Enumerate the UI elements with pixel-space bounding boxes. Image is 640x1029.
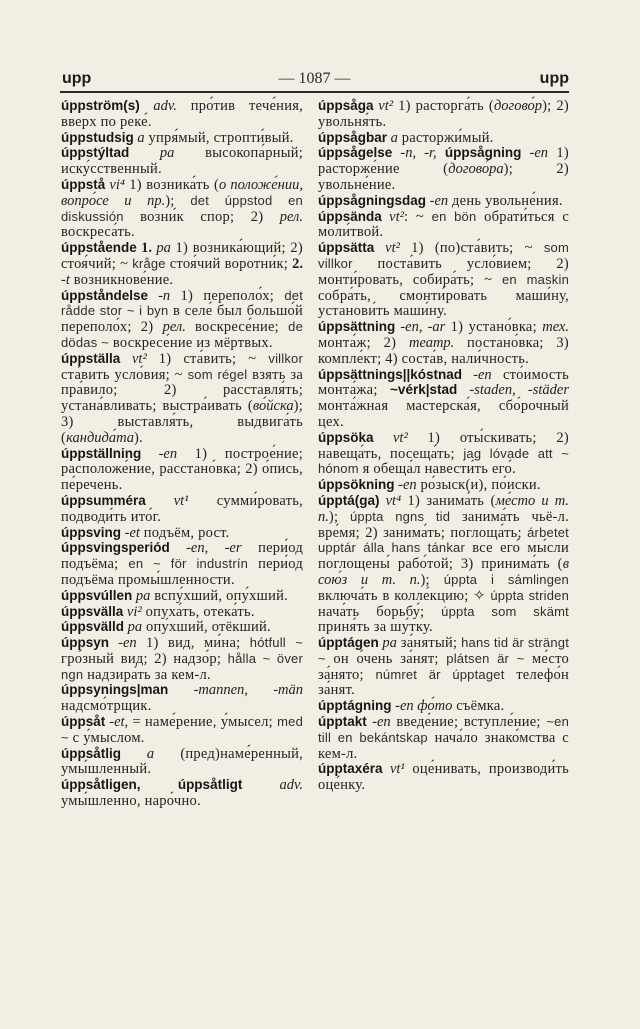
grammar-label: -en фо́то xyxy=(391,698,453,715)
grammar-label: кандида́та xyxy=(66,429,135,446)
translation: гро́зный вид; 2) надзо́р; xyxy=(61,650,228,667)
translation: ме́сто за́нято; xyxy=(318,650,569,683)
right-column xyxy=(318,99,569,794)
headword: úppsvúllen xyxy=(61,587,133,603)
dictionary-entry xyxy=(318,715,569,762)
translation: за́нятый; xyxy=(396,635,462,652)
headword: úppsättning xyxy=(318,319,396,335)
translation: (пред)наме́ренный, умы́шленный. xyxy=(61,745,303,778)
dictionary-entry xyxy=(318,478,569,494)
translation: ). xyxy=(134,429,143,446)
grammar-label: a xyxy=(121,745,155,762)
grammar-label: о положе́нии, вопро́се и пр. xyxy=(61,176,303,209)
grammar-label: -t xyxy=(61,271,70,288)
headword: úppsvingsperiód xyxy=(61,540,170,556)
dictionary-entry xyxy=(61,683,303,715)
translation: монта́ж; 2) xyxy=(318,334,409,351)
swedish-phrase: úppta som skämt xyxy=(441,603,569,619)
grammar-label: a xyxy=(387,129,398,146)
grammar-label: vt² xyxy=(373,429,408,446)
swedish-phrase: úppta i sámlingen xyxy=(443,571,569,587)
grammar-label: догово́р xyxy=(493,98,543,114)
headword: úppsätta xyxy=(318,240,375,256)
translation: = наме́рение, у́мысел; xyxy=(128,714,278,731)
translation: он о́чень за́нят; xyxy=(325,650,447,667)
dictionary-entry xyxy=(61,447,303,494)
translation: надсмо́трщик. xyxy=(61,698,152,715)
grammar-label: -et, xyxy=(105,714,129,731)
grammar-label: -en, -er xyxy=(169,540,242,557)
translation: с у́мыслом. xyxy=(68,729,145,746)
headword: úppsåtlig xyxy=(61,745,121,761)
swedish-phrase: villkor xyxy=(268,350,303,366)
headword: úpptágen xyxy=(318,635,379,651)
dictionary-entry xyxy=(61,146,303,178)
headword: úppställa xyxy=(61,350,121,366)
dictionary-entry xyxy=(61,620,303,636)
translation: оце́нивать, производи́ть оце́нку. xyxy=(318,761,570,794)
dictionary-entry xyxy=(61,526,303,542)
grammar-label: vt² xyxy=(120,350,147,367)
translation: ро́зыск(и), по́иски. xyxy=(416,477,541,494)
translation: приня́ть за шу́тку. xyxy=(318,619,433,636)
grammar-label: рел. xyxy=(279,208,303,225)
translation: опуха́ть, отека́ть. xyxy=(141,603,255,620)
translation: вспу́хший, опу́хший. xyxy=(150,587,288,604)
dictionary-entry xyxy=(61,352,303,447)
swedish-phrase: de dödas ~ xyxy=(61,319,304,350)
headword: úppsynings|man xyxy=(61,682,169,698)
translation: 1) вид, ми́на; xyxy=(136,635,250,652)
translation: взять за пра́вило; 2) расставля́ть; устана́вливать; выстра́ивать ( xyxy=(61,366,304,415)
swedish-phrase: hótfull ~ xyxy=(249,635,303,651)
swedish-phrase: hans tid är strängt ~ xyxy=(318,635,570,666)
translation: введе́ние; вступле́ние; xyxy=(390,714,547,731)
grammar-label: vi⁴ xyxy=(105,176,125,193)
translation: воскресе́ние; xyxy=(185,319,289,336)
headword: úpptágning xyxy=(318,698,392,714)
grammar-label: adv. xyxy=(139,98,177,114)
swedish-phrase: plátsen är ~ xyxy=(446,650,525,666)
translation: постано́вка; 3) компле́кт; 4) соста́в, нали́чность. xyxy=(318,334,569,367)
dictionary-entry xyxy=(61,605,303,621)
grammar-label: vt⁴ xyxy=(379,492,402,509)
dictionary-entry xyxy=(318,762,569,794)
translation: 1) устано́вка; xyxy=(445,319,543,336)
translation: стоя́чий воротни́к; xyxy=(165,255,293,272)
swedish-phrase: jag lóvade att ~ hónom xyxy=(318,445,569,477)
guide-word-left: upp xyxy=(62,70,92,87)
translation: воскресе́ние из мёртвых. xyxy=(109,334,273,351)
swedish-phrase: en ~ för industrín xyxy=(128,556,249,572)
grammar-label: vt¹ xyxy=(145,492,189,509)
translation: высокопа́рный; иску́сственный. xyxy=(61,145,303,178)
translation: 1) расторга́ть ( xyxy=(393,98,494,114)
translation: включа́ть в колле́кцию; ✧ xyxy=(318,587,491,604)
translation: 1) оты́скивать; 2) навеща́ть, посеща́ть; xyxy=(318,429,569,462)
translation: занима́ть чьё-л. вре́мя; 2) занима́ть; поглоща́ть; xyxy=(318,508,569,541)
translation: умы́шленно, наро́чно. xyxy=(61,793,201,810)
grammar-label: a xyxy=(133,129,145,146)
swedish-phrase: úppta striden xyxy=(490,587,570,603)
translation: съёмка. xyxy=(452,698,505,715)
headword: úppstående xyxy=(61,240,137,256)
dictionary-entry xyxy=(318,636,569,699)
swedish-phrase: árbetet upptár álla hans tánkar xyxy=(318,524,569,556)
translation: 1) возника́ющий; 2) стоя́чий; ~ xyxy=(61,240,304,272)
headword: úppsvälla xyxy=(61,603,124,619)
dictionary-entry xyxy=(61,778,303,810)
headword: úppstå xyxy=(61,176,106,192)
grammar-label: -en xyxy=(462,366,492,383)
dictionary-entry xyxy=(318,368,569,431)
grammar-label: vi² xyxy=(123,603,142,620)
dictionary-entry xyxy=(318,210,569,242)
dictionary-entry xyxy=(318,241,569,320)
dictionary-entry xyxy=(318,320,569,367)
grammar-label: -et xyxy=(121,524,140,541)
guide-word-right: upp xyxy=(539,70,569,87)
dictionary-entry xyxy=(61,241,303,288)
translation: воскреса́ть. xyxy=(61,224,135,241)
running-header xyxy=(60,69,569,89)
headword: úppström(s) xyxy=(61,98,140,113)
translation: монта́жная мастерска́я, сбо́рочный цех. xyxy=(318,398,569,430)
grammar-label: pa xyxy=(132,587,151,604)
headword: úppstudsig xyxy=(61,129,134,145)
headword: úppståndelse xyxy=(61,287,149,303)
translation: 1) занима́ть ( xyxy=(401,492,496,509)
dictionary-entry xyxy=(318,131,569,147)
translation: ); 2) увольня́ть. xyxy=(318,98,569,130)
grammar-label: во́йска xyxy=(252,398,294,415)
grammar-label: -n xyxy=(148,287,171,304)
dictionary-entry xyxy=(318,431,569,478)
grammar-label: vt² xyxy=(374,240,400,257)
swedish-phrase: úppta ngns tid xyxy=(349,508,451,524)
dictionary-entry xyxy=(318,146,569,193)
grammar-label: -en xyxy=(394,477,417,494)
swedish-phrase: kråge xyxy=(132,255,166,271)
translation: 1) построе́ние; расположе́ние, расстано́вка; 2) о́пись, пе́речень. xyxy=(61,445,303,494)
translation: пери́од подъёма промы́шленности. xyxy=(61,556,303,588)
translation: 1) переполо́х; xyxy=(170,287,285,304)
headword: ~vérk|stad xyxy=(390,382,458,398)
headword: úppsökning xyxy=(318,477,395,493)
grammar-label: adv. xyxy=(242,777,303,794)
headword: úpptaxéra xyxy=(318,761,383,777)
translation: пери́од подъёма; xyxy=(61,540,304,573)
dictionary-entry xyxy=(61,715,303,747)
grammar-label: -en, -ar xyxy=(395,319,446,336)
headword: úppstýltad xyxy=(61,145,130,161)
sense-number: 1. xyxy=(136,240,153,257)
swedish-phrase: hålla ~ över ngn xyxy=(61,650,303,682)
translation: ); 2) увольне́ние. xyxy=(318,161,569,193)
headword: úppsumméra xyxy=(61,492,146,508)
grammar-label: тех. xyxy=(542,319,569,336)
translation: возни́к спор; 2) xyxy=(123,208,280,225)
left-column xyxy=(61,99,303,810)
translation: собра́ть, смонти́ровать маши́ну, установи́ть маши́ну. xyxy=(318,287,569,320)
swedish-phrase: som régel xyxy=(187,366,248,382)
dictionary-entry xyxy=(61,178,303,241)
translation: упря́мый, стропти́вый. xyxy=(144,129,294,146)
swedish-phrase: det rådde stor ~ i byn xyxy=(61,287,303,319)
swedish-phrase: som villkor xyxy=(318,240,570,271)
dictionary-entry xyxy=(61,494,303,526)
dictionary-entry xyxy=(61,541,303,588)
translation: день увольне́ния. xyxy=(448,192,563,209)
swedish-phrase: det úppstod en diskussión xyxy=(61,192,303,224)
translation: нача́ло знако́мства с кем-л. xyxy=(318,729,569,762)
translation: 1) ста́вить; ~ xyxy=(146,350,269,367)
grammar-label: vt² xyxy=(373,98,394,114)
headword: úppställning xyxy=(61,445,142,461)
translation: ); xyxy=(328,508,350,525)
grammar-label: -n, -r, xyxy=(392,145,437,162)
headword: úppsättnings||kóstnad xyxy=(318,366,463,382)
dictionary-entry xyxy=(61,289,303,352)
headword: úppsågningsdag xyxy=(318,192,426,208)
swedish-phrase: númret är úpptaget xyxy=(375,666,505,682)
headword: úppsving xyxy=(61,524,121,540)
grammar-label: театр. xyxy=(408,334,455,351)
grammar-label: -en xyxy=(141,445,178,462)
headword: úppsvälld xyxy=(61,619,125,635)
translation: ); xyxy=(165,192,191,209)
grammar-label: в сою́з и т. п. xyxy=(318,556,569,588)
translation: сто́имость монта́жа; xyxy=(318,366,569,399)
page-number: — 1087 — xyxy=(278,70,351,87)
headword: úppsåt xyxy=(61,714,106,730)
grammar-label: -staden, -städer xyxy=(457,382,569,399)
grammar-label: догово́ра xyxy=(448,161,504,178)
headword: úppsågbar xyxy=(318,129,388,145)
grammar-label: pa xyxy=(124,619,143,636)
translation: в селе́ был большо́й переполо́х; 2) xyxy=(61,303,303,336)
dictionary-entry xyxy=(318,194,569,210)
translation: : ~ xyxy=(403,208,432,225)
headword: úppsyn xyxy=(61,635,110,651)
headword: úppsågning xyxy=(436,145,522,161)
headword: úppsöka xyxy=(318,429,374,445)
headword: úppsåga xyxy=(318,98,374,113)
translation: опу́хший, отёкший. xyxy=(142,619,271,636)
swedish-phrase: en maskin xyxy=(502,271,569,287)
dictionary-entry xyxy=(318,99,569,131)
translation: про́тив тече́ния, вверх по реке́. xyxy=(61,98,303,130)
grammar-label: ме́сто и т. п. xyxy=(318,492,569,525)
dictionary-entry xyxy=(61,99,303,131)
swedish-phrase: ~en till en bekántskap xyxy=(318,714,569,745)
translation: ); 3) выставля́ть, выдвига́ть ( xyxy=(61,398,303,446)
dictionary-entry xyxy=(318,699,569,715)
grammar-label: -en xyxy=(521,145,549,162)
grammar-label: vt¹ xyxy=(382,761,405,778)
translation: нача́ть борьбу́; xyxy=(318,603,442,620)
swedish-phrase: med ~ xyxy=(61,714,304,745)
translation: 1) возника́ть ( xyxy=(124,176,220,193)
headword: úppsända xyxy=(318,208,382,224)
headword: úpptakt xyxy=(318,714,367,730)
grammar-label: -mannen, -män xyxy=(168,682,303,699)
translation: возникнове́ние. xyxy=(69,271,174,288)
translation: обрати́ться с моли́твой. xyxy=(318,208,570,241)
translation: надзира́ть за кем-л. xyxy=(83,666,211,683)
translation: все его́ мы́сли поглощены́ рабо́той; 3) принима́ть ( xyxy=(318,540,570,573)
sense-number: 2. xyxy=(292,255,303,272)
translation: ); xyxy=(420,571,444,588)
translation: телефо́н за́нят. xyxy=(318,666,569,699)
translation: расторжи́мый. xyxy=(397,129,494,146)
dictionary-entry xyxy=(61,589,303,605)
headword: úpptá(ga) xyxy=(318,492,380,508)
swedish-phrase: en bön xyxy=(431,208,477,224)
grammar-label: рел. xyxy=(162,319,186,336)
headword: úppsåtligen, úppsåtligt xyxy=(61,777,243,793)
translation: 1) расторже́ние ( xyxy=(318,145,569,178)
grammar-label: vt² xyxy=(381,208,404,225)
translation: ста́вить усло́вия; ~ xyxy=(61,366,188,383)
dictionary-entry xyxy=(61,747,303,779)
grammar-label: pa xyxy=(152,240,171,257)
header-rule xyxy=(60,91,569,93)
grammar-label: -en xyxy=(426,192,449,209)
grammar-label: pa xyxy=(129,145,175,162)
translation: сумми́ровать, подводи́ть ито́г. xyxy=(61,492,303,525)
translation: 1) (по)ста́вить; ~ xyxy=(399,240,544,257)
translation: подъём, рост. xyxy=(139,524,230,541)
translation: поста́вить усло́вием; 2) монти́ровать, собира́ть; ~ xyxy=(318,255,569,288)
dictionary-entry xyxy=(61,636,303,683)
translation: я обеща́л навести́ть его́. xyxy=(358,461,516,478)
grammar-label: -en xyxy=(366,714,391,731)
dictionary-entry xyxy=(318,494,569,636)
headword: úppsågelse xyxy=(318,145,393,161)
grammar-label: pa xyxy=(378,635,397,652)
grammar-label: -en xyxy=(109,635,137,652)
